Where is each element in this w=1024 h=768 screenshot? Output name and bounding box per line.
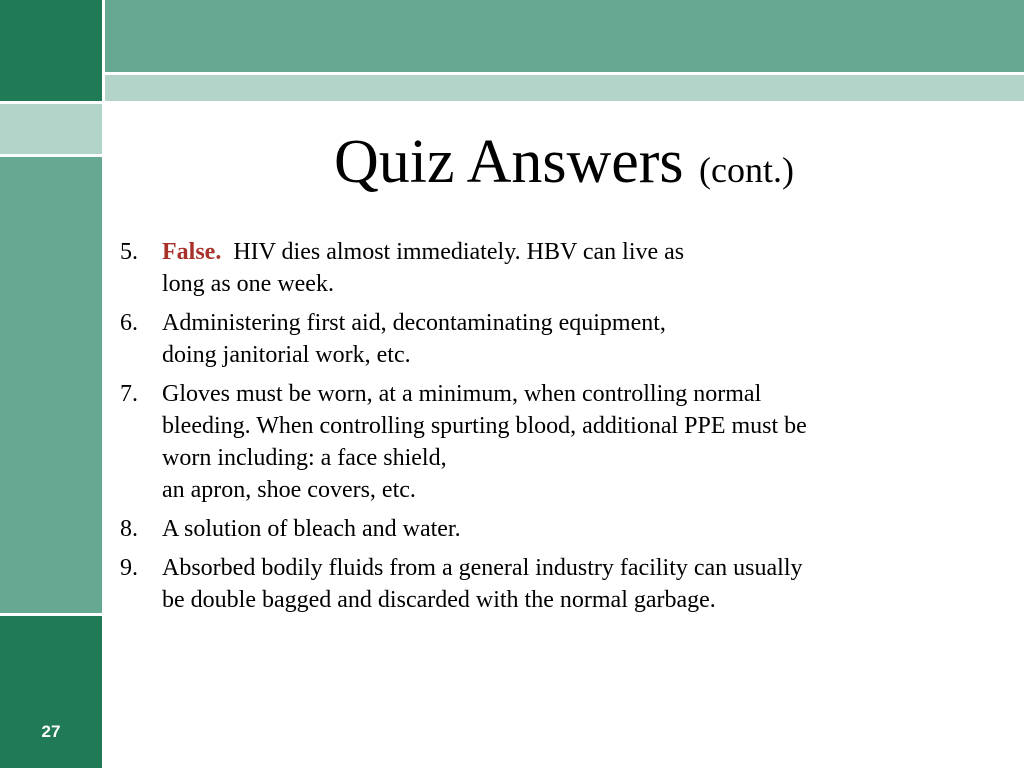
answer-item-9 <box>120 552 1000 616</box>
answer-line: bleeding. When controlling spurting blood, additional PPE must be <box>162 413 807 439</box>
sidebar-light-block <box>0 104 102 154</box>
top-band-light <box>105 75 1024 101</box>
answer-number: 8. <box>120 516 138 542</box>
sidebar-dark-block <box>0 616 102 768</box>
answer-lead-false: False. <box>162 239 222 265</box>
answer-number: 6. <box>120 310 138 336</box>
answer-number: 7. <box>120 381 138 407</box>
answer-text: HIV dies almost immediately. HBV can live as <box>233 239 685 265</box>
answer-line: Administering first aid, decontaminating equipment, <box>162 310 666 336</box>
slide-title <box>104 124 1024 208</box>
top-band <box>105 0 1024 72</box>
answer-line: long as one week. <box>162 271 334 297</box>
answer-line: an apron, shoe covers, etc. <box>162 477 416 503</box>
answer-line: Absorbed bodily fluids from a general industry facility can usually <box>162 555 803 581</box>
answer-line: doing janitorial work, etc. <box>162 342 411 368</box>
answer-item-6 <box>120 307 1000 371</box>
answer-line: A solution of bleach and water. <box>162 516 461 542</box>
corner-block <box>0 0 102 101</box>
slide-title-suffix: (cont.) <box>699 150 795 190</box>
answer-item-7 <box>120 378 1000 506</box>
answer-item-8 <box>120 513 1000 545</box>
answer-line: be double bagged and discarded with the normal garbage. <box>162 587 716 613</box>
sidebar-mid-block <box>0 157 102 613</box>
page-number: 27 <box>41 722 61 741</box>
answer-list <box>120 236 1000 623</box>
answer-line <box>162 236 1000 268</box>
answer-line: worn including: a face shield, <box>162 445 447 471</box>
answer-number: 9. <box>120 555 138 581</box>
slide-title-main: Quiz Answers <box>333 128 684 196</box>
answer-item-5 <box>120 236 1000 300</box>
answer-number: 5. <box>120 239 138 265</box>
answer-line: Gloves must be worn, at a minimum, when controlling normal <box>162 381 762 407</box>
